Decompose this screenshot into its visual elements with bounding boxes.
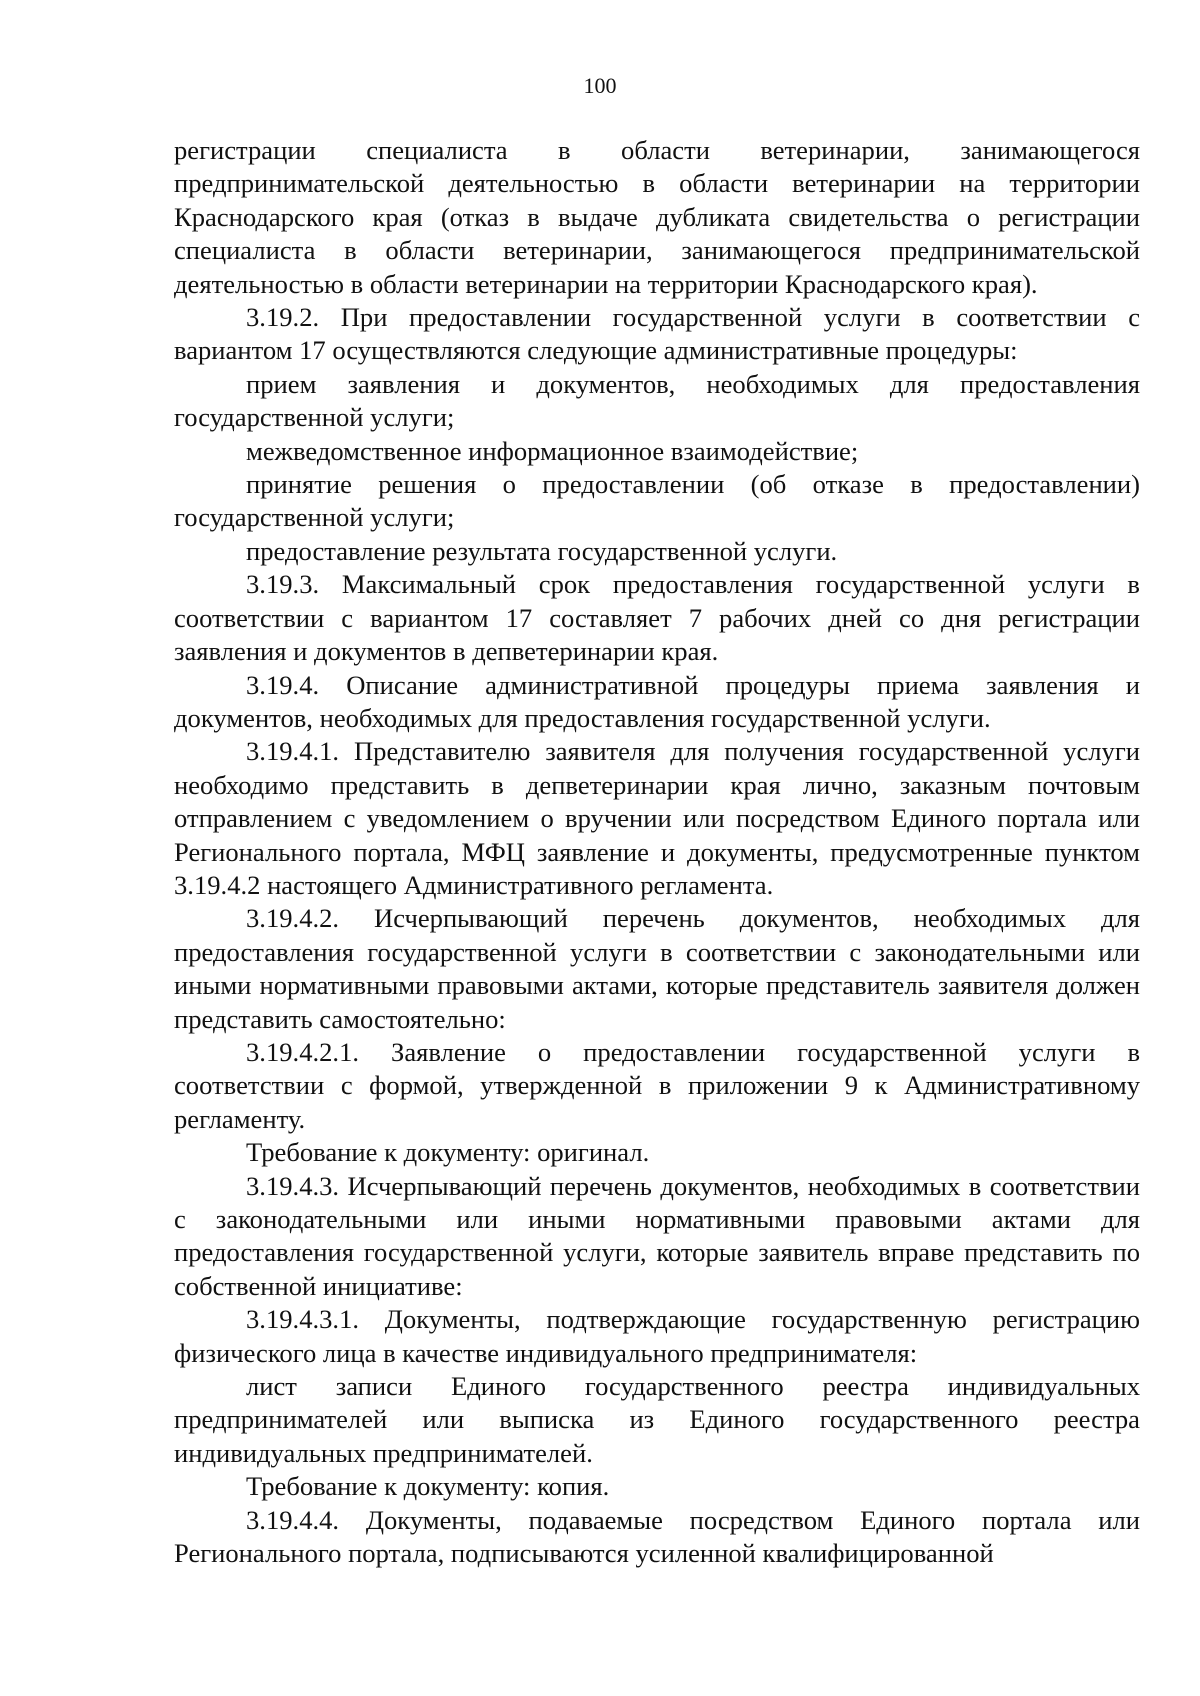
procedure-item-result: предоставление результата государственной услуги. bbox=[246, 535, 838, 566]
paragraph-3-19-2: 3.19.2. При предоставлении государственной услуги в соответствии с вариантом 17 осуществляются следующие административные процедуры: bbox=[174, 302, 1140, 366]
paragraph-3-19-4-4: 3.19.4.4. Документы, подаваемые посредством Единого портала или Регионального портала, подписываются усиленной квалифицированной bbox=[174, 1504, 1140, 1569]
paragraph-3-19-4: 3.19.4. Описание административной процедуры приема заявления и документов, необходимых для предоставления государственной услуги. bbox=[174, 669, 1140, 733]
procedure-item-decision: принятие решения о предоставлении (об отказе в предоставлении) государственной услуги; bbox=[174, 469, 1140, 533]
paragraph-3-19-4-1: 3.19.4.1. Представителю заявителя для получения государственной услуги необходимо представить в депветеринарии края лично, заказным почтовым отправлением с уведомлением о вручении или посредством Единого портала или Регионального портала, МФЦ заявление и документы, предусмотренные пунктом 3.19.4.2 настоящего Административного регламента. bbox=[174, 736, 1140, 900]
document-body bbox=[174, 134, 1140, 1570]
paragraph-continuation: регистрации специалиста в области ветеринарии, занимающегося предпринимательской деятельностью в области ветеринарии на территории Краснодарского края (отказ в выдаче дубликата свидетельства о регистрации специалиста в области ветеринарии, занимающегося предпринимательской деятельностью в области ветеринарии на территории Краснодарского края). bbox=[174, 135, 1140, 299]
paragraph-3-19-4-2-1: 3.19.4.2.1. Заявление о предоставлении государственной услуги в соответствии с формой, утвержденной в приложении 9 к Административному регламенту. bbox=[174, 1036, 1140, 1134]
paragraph-3-19-3: 3.19.3. Максимальный срок предоставления государственной услуги в соответствии с вариантом 17 составляет 7 рабочих дней со дня регистрации заявления и документов в депветеринарии края. bbox=[174, 569, 1140, 667]
paragraph-3-19-4-3-1: 3.19.4.3.1. Документы, подтверждающие государственную регистрацию физического лица в качестве индивидуального предпринимателя: bbox=[174, 1304, 1140, 1368]
paragraph-3-19-4-2: 3.19.4.2. Исчерпывающий перечень документов, необходимых для предоставления государственной услуги в соответствии с законодательными или иными нормативными правовыми актами, которые представитель заявителя должен представить самостоятельно: bbox=[174, 903, 1140, 1034]
document-requirement-copy: Требование к документу: копия. bbox=[246, 1471, 610, 1502]
procedure-item-interagency: межведомственное информационное взаимодействие; bbox=[246, 435, 859, 466]
document-requirement-original: Требование к документу: оригинал. bbox=[246, 1137, 650, 1168]
paragraph-3-19-4-3: 3.19.4.3. Исчерпывающий перечень документов, необходимых в соответствии с законодательными или иными нормативными правовыми актами для предоставления государственной услуги, которые заявитель вправе представить по собственной инициативе: bbox=[174, 1170, 1140, 1301]
registry-record-item: лист записи Единого государственного реестра индивидуальных предпринимателей или выписка из Единого государственного реестра индивидуальных предпринимателей. bbox=[174, 1371, 1140, 1468]
procedure-item-reception: прием заявления и документов, необходимых для предоставления государственной услуги; bbox=[174, 368, 1140, 433]
page-number: 100 bbox=[583, 73, 617, 98]
